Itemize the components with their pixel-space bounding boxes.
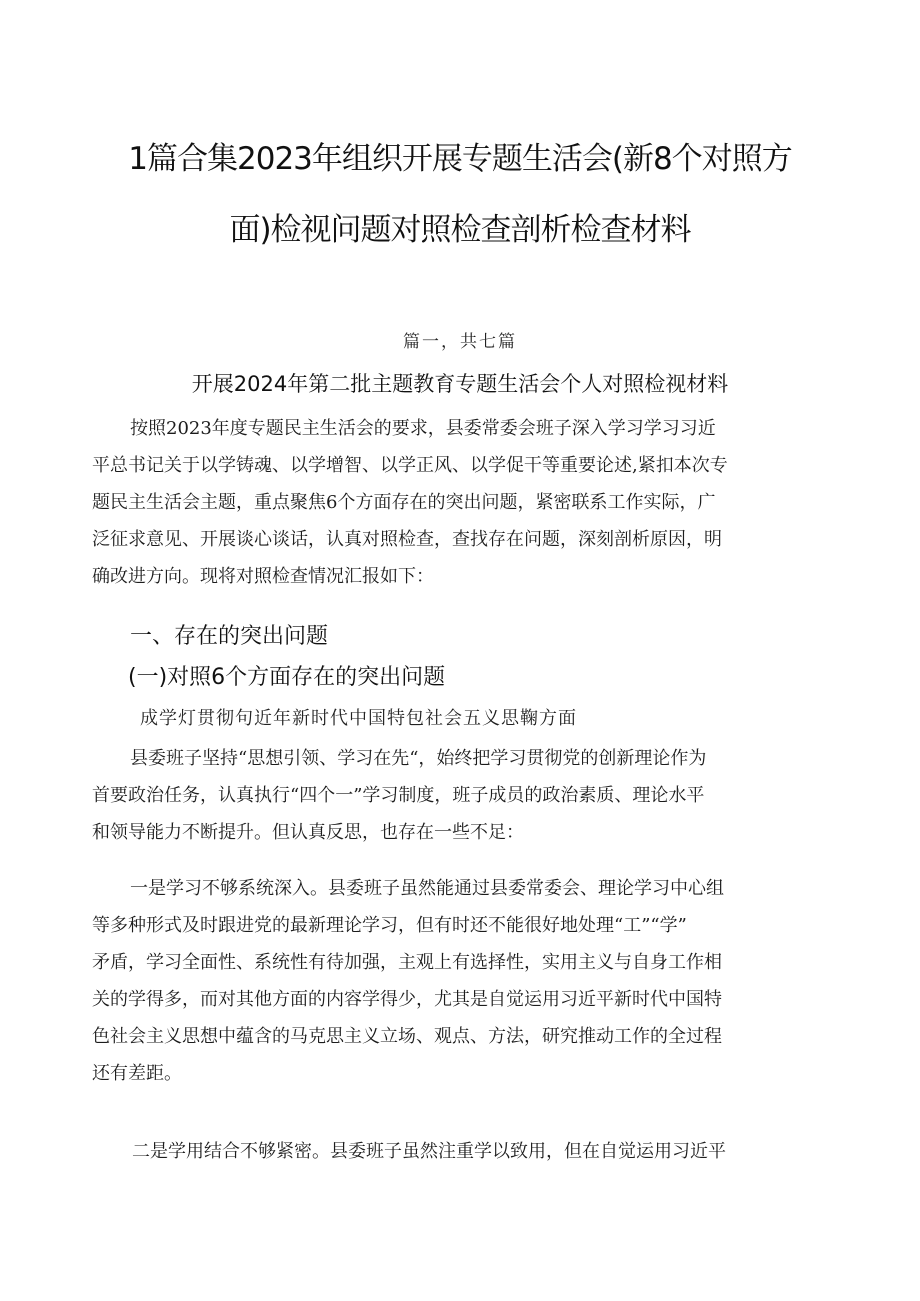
- subsection-heading: (一)对照6个方面存在的突出问题: [128, 665, 446, 690]
- point-one-line: 色社会主义思想中蕴含的马克思主义立场、观点、方法，研究推动工作的全过程: [92, 1026, 722, 1047]
- article-title: 开展2024年第二批主题教育专题生活会个人对照检视材料: [191, 372, 729, 396]
- intro-line: 题民主生活会主题，重点聚焦6个方面存在的突出问题，紧密联系工作实际，广: [92, 492, 716, 513]
- aspect-line: 和领导能力不断提升。但认真反思，也存在一些不足：: [92, 822, 524, 843]
- point-two-line: 二是学用结合不够紧密。县委班子虽然注重学以致用，但在自觉运用习近平: [132, 1141, 726, 1162]
- intro-paragraph: [92, 410, 852, 595]
- point-one-line: 一是学习不够系统深入。县委班子虽然能通过县委常委会、理论学习中心组: [130, 878, 724, 899]
- part-label: 篇一，共七篇: [403, 332, 517, 352]
- aspect-heading: 成学灯贯彻句近年新时代中国特包社会五义思鞠方面: [140, 708, 577, 729]
- point-one-line: 关的学得多，而对其他方面的内容学得少，尤其是自觉运用习近平新时代中国特: [92, 989, 722, 1010]
- document-title-line-2: 面)检视问题对照检查剖析检查材料: [229, 212, 691, 248]
- intro-line: 确改进方向。现将对照检查情况汇报如下：: [92, 566, 434, 587]
- point-one-line: 还有差距。: [92, 1063, 182, 1084]
- aspect-line: 县委班子坚持“思想引领、学习在先“，始终把学习贯彻党的创新理论作为: [130, 748, 707, 769]
- aspect-paragraph: [92, 740, 852, 851]
- intro-line: 按照2023年度专题民主生活会的要求，县委常委会班子深入学习学习习近: [130, 418, 716, 439]
- intro-line: 泛征求意见、开展谈心谈话，认真对照检查，查找存在问题，深刻剖析原因，明: [92, 529, 722, 550]
- point-one-line: 等多种形式及时跟进党的最新理论学习，但有时还不能很好地处理“工”“学”: [92, 915, 687, 936]
- point-one-paragraph: [92, 870, 852, 1092]
- point-one-line: 矛盾，学习全面性、系统性有待加强，主观上有选择性，实用主义与自身工作相: [92, 952, 722, 973]
- section-heading: 一、存在的突出问题: [130, 624, 329, 649]
- point-two-paragraph: [92, 1133, 852, 1170]
- document-title-line-1: 1篇合集2023年组织开展专题生活会(新8个对照方: [128, 141, 792, 177]
- aspect-line: 首要政治任务，认真执行“四个一”学习制度，班子成员的政治素质、理论水平: [92, 785, 705, 806]
- intro-line: 平总书记关于以学铸魂、以学增智、以学正风、以学促干等重要论述,紧扣本次专: [92, 455, 728, 476]
